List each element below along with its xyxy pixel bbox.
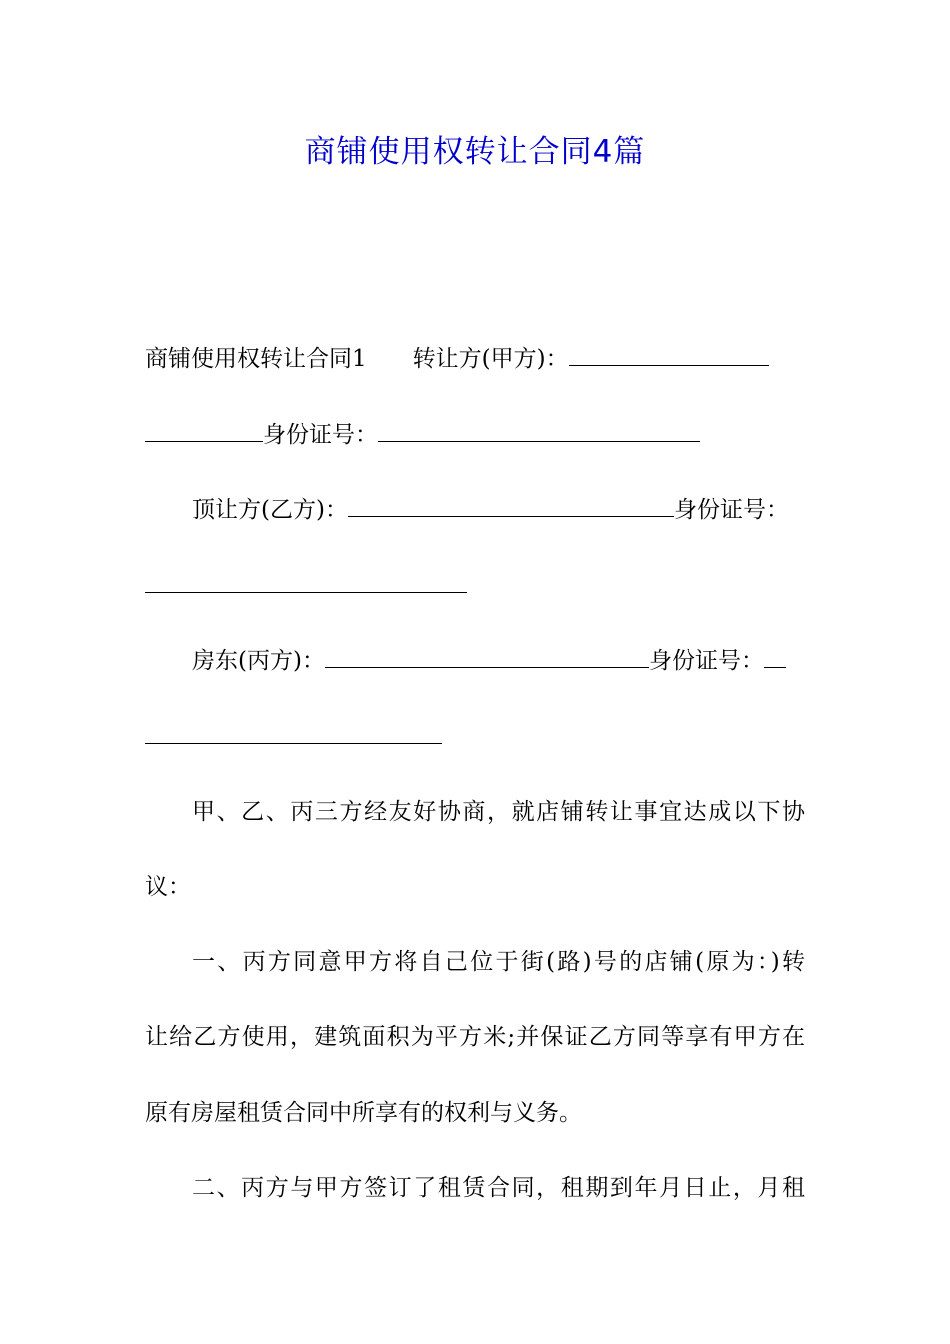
party-a-id-line xyxy=(145,419,700,451)
party-b-name-field xyxy=(348,496,674,517)
party-a-label: 转让方(甲方)： xyxy=(412,346,569,372)
party-a-id-field xyxy=(378,421,700,442)
intro-paragraph-line1: 甲、乙、丙三方经友好协商，就店铺转让事宜达成以下协 xyxy=(192,799,805,825)
party-b-id-field xyxy=(145,572,467,593)
party-b-line xyxy=(192,494,789,526)
party-c-line xyxy=(192,645,786,677)
party-c-id-field-cont xyxy=(145,723,442,744)
document-title: 商铺使用权转让合同4篇 xyxy=(304,134,646,170)
party-c-name-field xyxy=(325,647,649,668)
clause2-line1: 二、丙方与甲方签订了租赁合同，租期到年月日止，月租 xyxy=(192,1175,805,1201)
party-c-label: 房东(丙方)： xyxy=(192,648,325,674)
party-b-label: 顶让方(乙方)： xyxy=(192,497,348,523)
party-b-id-line xyxy=(145,570,467,602)
party-a-name-field-cont xyxy=(145,421,263,442)
clause1-line1: 一、丙方同意甲方将自己位于街(路)号的店铺(原为：)转 xyxy=(192,949,805,975)
clause1-line3: 原有房屋租赁合同中所享有的权利与义务。 xyxy=(145,1100,582,1126)
party-c-id-line xyxy=(145,721,442,753)
party-a-line xyxy=(145,343,769,375)
clause1-line2: 让给乙方使用，建筑面积为平方米;并保证乙方同等享有甲方在 xyxy=(145,1024,805,1050)
party-a-name-field xyxy=(569,345,769,366)
contract-heading: 商铺使用权转让合同1 xyxy=(145,346,367,372)
party-c-id-label: 身份证号： xyxy=(648,648,764,674)
party-c-id-field xyxy=(764,647,786,668)
party-b-id-label: 身份证号： xyxy=(673,497,789,523)
party-a-id-label: 身份证号： xyxy=(263,422,378,448)
intro-paragraph-line2: 议： xyxy=(145,874,191,900)
